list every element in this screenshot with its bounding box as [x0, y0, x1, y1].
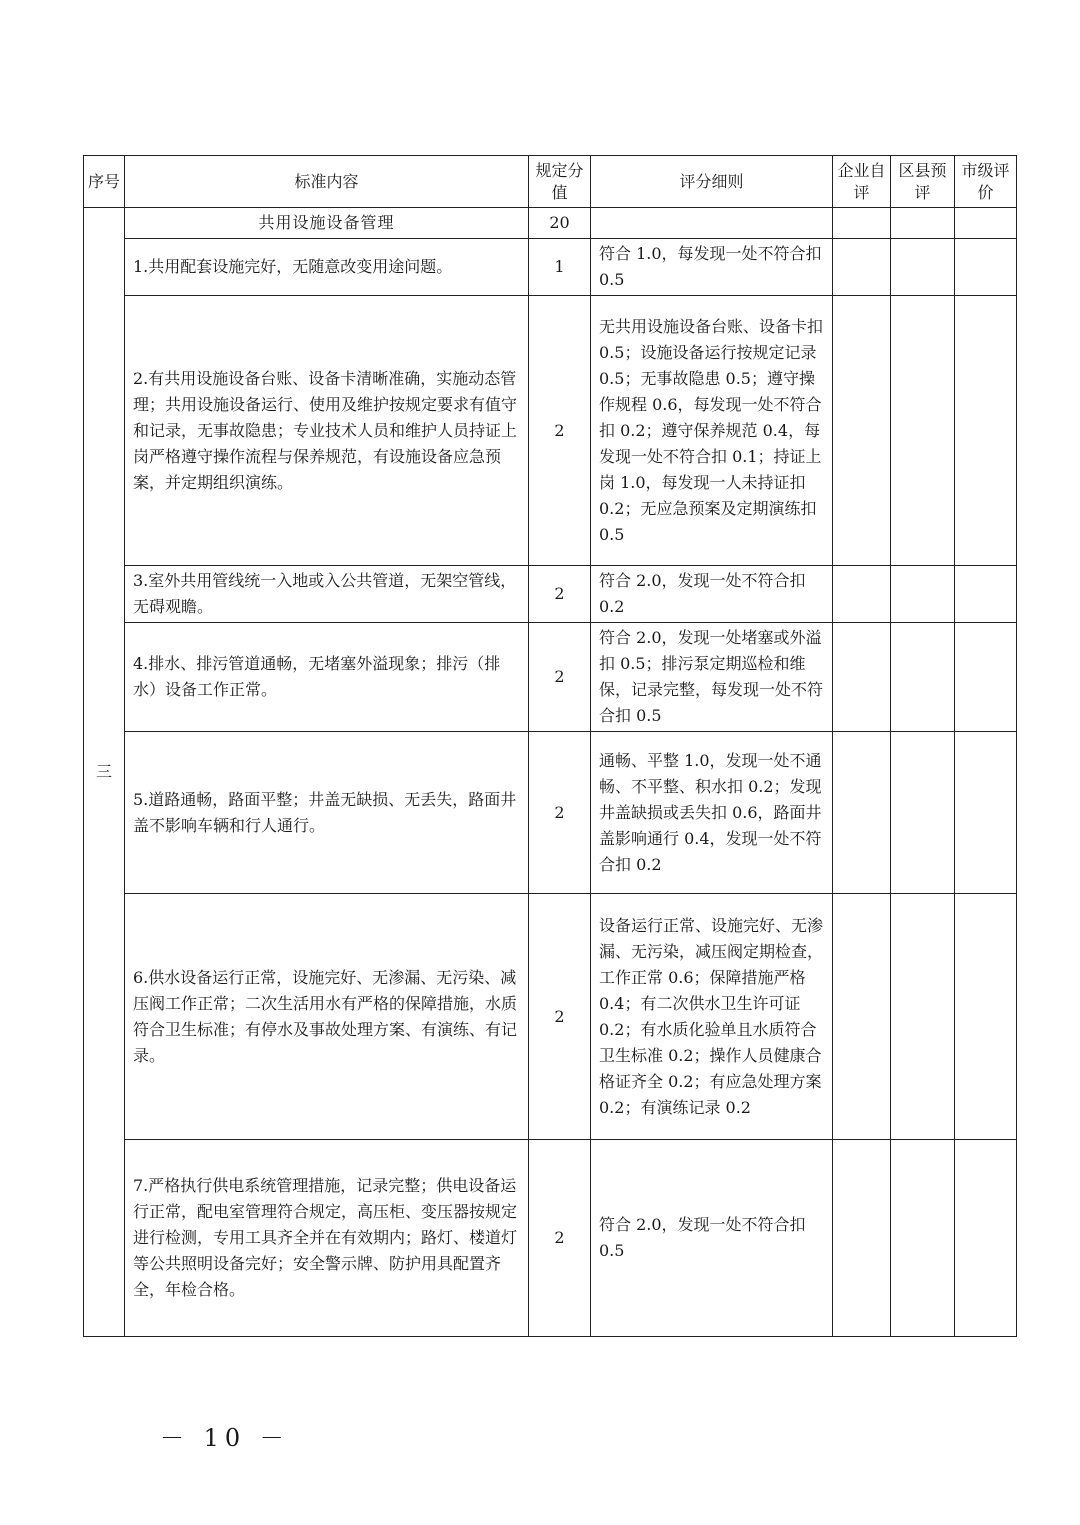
header-city-eval: 市级评价: [955, 156, 1017, 208]
table-row: [84, 1140, 1017, 1337]
self-eval-cell: [833, 566, 891, 623]
district-eval-cell: [891, 296, 955, 566]
district-eval-cell: [891, 566, 955, 623]
section-number: 三: [84, 208, 125, 1337]
header-seq: 序号: [84, 156, 125, 208]
city-eval-cell: [955, 732, 1017, 894]
section-title: 共用设施设备管理: [125, 208, 529, 239]
self-eval-cell: [833, 732, 891, 894]
table-row: [84, 894, 1017, 1140]
section-score: 20: [529, 208, 591, 239]
city-eval-cell: [955, 208, 1017, 239]
standard-cell: 6.供水设备运行正常，设施完好、无渗漏、无污染、减压阀工作正常；二次生活用水有严格的保障措施，水质符合卫生标准；有停水及事故处理方案、有演练、有记录。: [125, 894, 529, 1140]
district-eval-cell: [891, 239, 955, 296]
district-eval-cell: [891, 623, 955, 732]
table-row: [84, 239, 1017, 296]
rule-cell: 无共用设施设备台账、设备卡扣 0.5；设施设备运行按规定记录 0.5；无事故隐患 0.5；遵守操作规程 0.6，每发现一处不符合扣 0.2；遵守保养规范 0.4，每发现一处不符合扣 0.1；持证上岗 1.0，每发现一人未持证扣 0.2；无应急预案及定期演练扣 0.5: [591, 296, 833, 566]
header-standard: 标准内容: [125, 156, 529, 208]
table-row: [84, 566, 1017, 623]
rule-cell: 符合 1.0，每发现一处不符合扣 0.5: [591, 239, 833, 296]
rule-cell: 符合 2.0，发现一处不符合扣 0.5: [591, 1140, 833, 1337]
header-district-eval: 区县预评: [891, 156, 955, 208]
rule-cell: 通畅、平整 1.0，发现一处不通畅、不平整、积水扣 0.2；发现井盖缺损或丢失扣 0.6，路面井盖影响通行 0.4，发现一处不符合扣 0.2: [591, 732, 833, 894]
rule-cell: [591, 208, 833, 239]
city-eval-cell: [955, 296, 1017, 566]
rule-cell: 符合 2.0，发现一处堵塞或外溢扣 0.5；排污泵定期巡检和维保，记录完整，每发现一处不符合扣 0.5: [591, 623, 833, 732]
standard-cell: 1.共用配套设施完好，无随意改变用途问题。: [125, 239, 529, 296]
header-rules: 评分细则: [591, 156, 833, 208]
district-eval-cell: [891, 208, 955, 239]
standard-cell: 2.有共用设施设备台账、设备卡清晰准确，实施动态管理；共用设施设备运行、使用及维护按规定要求有值守和记录，无事故隐患；专业技术人员和维护人员持证上岗严格遵守操作流程与保养规范，有设施设备应急预案，并定期组织演练。: [125, 296, 529, 566]
score-cell: 2: [529, 623, 591, 732]
rule-cell: 设备运行正常、设施完好、无渗漏、无污染，减压阀定期检查，工作正常 0.6；保障措施严格 0.4；有二次供水卫生许可证 0.2；有水质化验单且水质符合卫生标准 0.2；操作人员健康合格证齐全 0.2；有应急处理方案 0.2；有演练记录 0.2: [591, 894, 833, 1140]
city-eval-cell: [955, 623, 1017, 732]
standard-cell: 4.排水、排污管道通畅，无堵塞外溢现象；排污（排水）设备工作正常。: [125, 623, 529, 732]
district-eval-cell: [891, 894, 955, 1140]
score-cell: 2: [529, 1140, 591, 1337]
section-row: [84, 208, 1017, 239]
header-score: 规定分值: [529, 156, 591, 208]
rule-cell: 符合 2.0，发现一处不符合扣 0.2: [591, 566, 833, 623]
table-row: [84, 623, 1017, 732]
standard-cell: 5.道路通畅，路面平整；井盖无缺损、无丢失，路面井盖不影响车辆和行人通行。: [125, 732, 529, 894]
self-eval-cell: [833, 296, 891, 566]
district-eval-cell: [891, 1140, 955, 1337]
score-cell: 2: [529, 732, 591, 894]
header-self-eval: 企业自评: [833, 156, 891, 208]
self-eval-cell: [833, 1140, 891, 1337]
table-row: [84, 296, 1017, 566]
score-cell: 2: [529, 894, 591, 1140]
self-eval-cell: [833, 208, 891, 239]
score-cell: 2: [529, 296, 591, 566]
self-eval-cell: [833, 239, 891, 296]
self-eval-cell: [833, 623, 891, 732]
standard-cell: 3.室外共用管线统一入地或入公共管道，无架空管线，无碍观瞻。: [125, 566, 529, 623]
city-eval-cell: [955, 239, 1017, 296]
evaluation-table: [83, 155, 1017, 1337]
page-number: － 10 －: [160, 1424, 290, 1452]
header-row: [84, 156, 1017, 208]
city-eval-cell: [955, 566, 1017, 623]
city-eval-cell: [955, 1140, 1017, 1337]
district-eval-cell: [891, 732, 955, 894]
city-eval-cell: [955, 894, 1017, 1140]
score-cell: 1: [529, 239, 591, 296]
table-row: [84, 732, 1017, 894]
score-cell: 2: [529, 566, 591, 623]
self-eval-cell: [833, 894, 891, 1140]
standard-cell: 7.严格执行供电系统管理措施，记录完整；供电设备运行正常，配电室管理符合规定，高压柜、变压器按规定进行检测，专用工具齐全并在有效期内；路灯、楼道灯等公共照明设备完好；安全警示牌、防护用具配置齐全，年检合格。: [125, 1140, 529, 1337]
